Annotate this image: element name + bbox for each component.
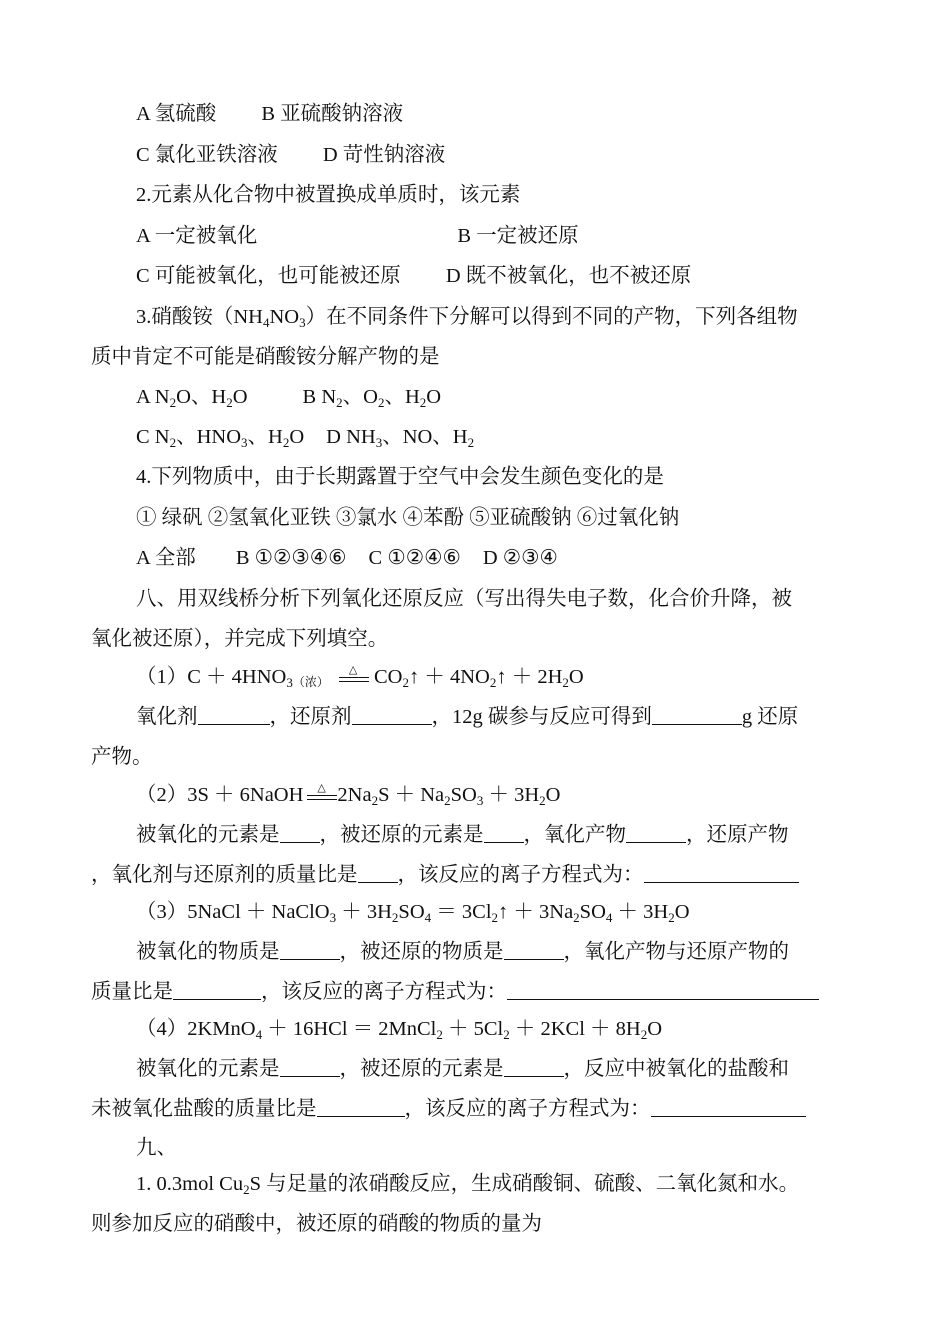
fill-1-line2: 产物。 bbox=[91, 746, 153, 768]
q1-options-ab bbox=[136, 102, 403, 126]
reaction-3: （3）5NaCl ＋ NaClO$_3$ ＋ $3H_2SO_4$ ＝ $3Cl_2↑ + 3Na_2SO_4 + 3H_2O$ bbox=[136, 901, 690, 925]
option-c: C 可能被氧化，也可能被还原 bbox=[136, 265, 401, 287]
blank-field[interactable] bbox=[280, 824, 320, 843]
heat-equals-sign: △ bbox=[307, 783, 337, 803]
blank-field[interactable] bbox=[352, 706, 432, 725]
fill-3-line2: 质量比是 ，该反应的离子方程式为： bbox=[91, 980, 819, 1004]
section8-heading-line2: 氧化被还原），并完成下列填空。 bbox=[91, 628, 389, 650]
q4-items: ① 绿矾 ②氢氧化亚铁 ③氯水 ④苯酚 ⑤亚硫酸钠 ⑥过氧化钠 bbox=[136, 507, 680, 529]
blank-field[interactable] bbox=[651, 1098, 806, 1117]
option-d: D 苛性钠溶液 bbox=[322, 144, 446, 166]
blank-field[interactable] bbox=[173, 981, 261, 1000]
fill-1-line1: 氧化剂 ，还原剂 ，12g 碳参与反应可得到 g 还原 bbox=[136, 706, 799, 728]
blank-field[interactable] bbox=[280, 941, 340, 960]
option-a: A 一定被氧化 bbox=[136, 225, 258, 247]
reaction-1: $(1)C + 4HNO_3$（浓） △ $CO_2↑$ ＋ $4NO_2↑ + 2H_2O$ bbox=[136, 664, 584, 690]
fill-3-line1: 被氧化的物质是 ，被还原的物质是 ，氧化产物与还原产物的 bbox=[136, 941, 789, 963]
blank-field[interactable] bbox=[317, 1098, 405, 1117]
q2-options-ab bbox=[136, 224, 579, 248]
blank-field[interactable] bbox=[644, 864, 799, 883]
option-b: B 亚硫酸钠溶液 bbox=[261, 103, 404, 125]
fill-4-line2: 未被氧化盐酸的质量比是 ，该反应的离子方程式为： bbox=[91, 1097, 806, 1121]
option-b: B 一定被还原 bbox=[457, 225, 579, 247]
reaction-4: （4）2KMnO$_4$ ＋ 16HCl ＝ 2MnCl$_2$ ＋ $5Cl_2 + 2KCl + 8H_2O$ bbox=[136, 1018, 663, 1042]
blank-field[interactable] bbox=[507, 981, 819, 1000]
blank-field[interactable] bbox=[484, 824, 524, 843]
q4-options: A 全部 B ①②③④⑥ C ①②④⑥ D ②③④ bbox=[136, 547, 558, 569]
fill-2-line1: 被氧化的元素是 ，被还原的元素是 ，氧化产物 ，还原产物 bbox=[136, 824, 789, 846]
option-a: A 氢硫酸 bbox=[136, 103, 217, 125]
q3-stem-line2: 质中肯定不可能是硝酸铵分解产物的是 bbox=[91, 346, 440, 368]
section9-heading: 九、 bbox=[136, 1137, 177, 1159]
q9-1-line2: 则参加反应的硝酸中，被还原的硝酸的物质的量为 bbox=[91, 1213, 542, 1235]
q4-stem: 4.下列物质中，由于长期露置于空气中会发生颜色变化的是 bbox=[136, 466, 664, 488]
blank-field[interactable] bbox=[358, 864, 398, 883]
blank-field[interactable] bbox=[280, 1058, 340, 1077]
blank-field[interactable] bbox=[198, 706, 270, 725]
heat-equals-sign: △ bbox=[339, 665, 369, 685]
q9-1-line1: 1. 0.3mol $Cu_2S$ 与足量的浓硝酸反应，生成硝酸铜、硫酸、二氧化氮和水。 bbox=[136, 1173, 800, 1197]
option-d: D 既不被氧化，也不被还原 bbox=[445, 265, 692, 287]
section8-heading-line1: 八、用双线桥分析下列氧化还原反应（写出得失电子数，化合价升降，被 bbox=[136, 588, 792, 610]
blank-field[interactable] bbox=[652, 706, 742, 725]
blank-field[interactable] bbox=[626, 824, 686, 843]
q3-options-cd: C $N_2$、$HNO_3$、$H_2O$ D $NH_3$、NO、$H_2$ bbox=[136, 426, 475, 450]
q2-options-cd bbox=[136, 264, 691, 288]
blank-field[interactable] bbox=[504, 941, 564, 960]
fill-4-line1: 被氧化的元素是 ，被还原的元素是 ，反应中被氧化的盐酸和 bbox=[136, 1058, 789, 1080]
blank-field[interactable] bbox=[504, 1058, 564, 1077]
fill-2-line2: ，氧化剂与还原剂的质量比是 ，该反应的离子方程式为： bbox=[91, 863, 799, 887]
q3-options-ab: A $N_2O$、$H_2O$ B $N_2$、$O_2$、$H_2O$ bbox=[136, 386, 442, 410]
option-c: C 氯化亚铁溶液 bbox=[136, 144, 278, 166]
q2-stem: 2.元素从化合物中被置换成单质时，该元素 bbox=[136, 184, 521, 206]
q3-stem-line1: 3.硝酸铵$(NH_4NO_3)$在不同条件下分解可以得到不同的产物，下列各组物 bbox=[136, 306, 798, 330]
q1-options-cd bbox=[136, 143, 445, 167]
reaction-2: （2）3S ＋ 6NaOH △ $2Na_2S + Na_2SO_3 + 3H_2O$ bbox=[136, 782, 561, 808]
